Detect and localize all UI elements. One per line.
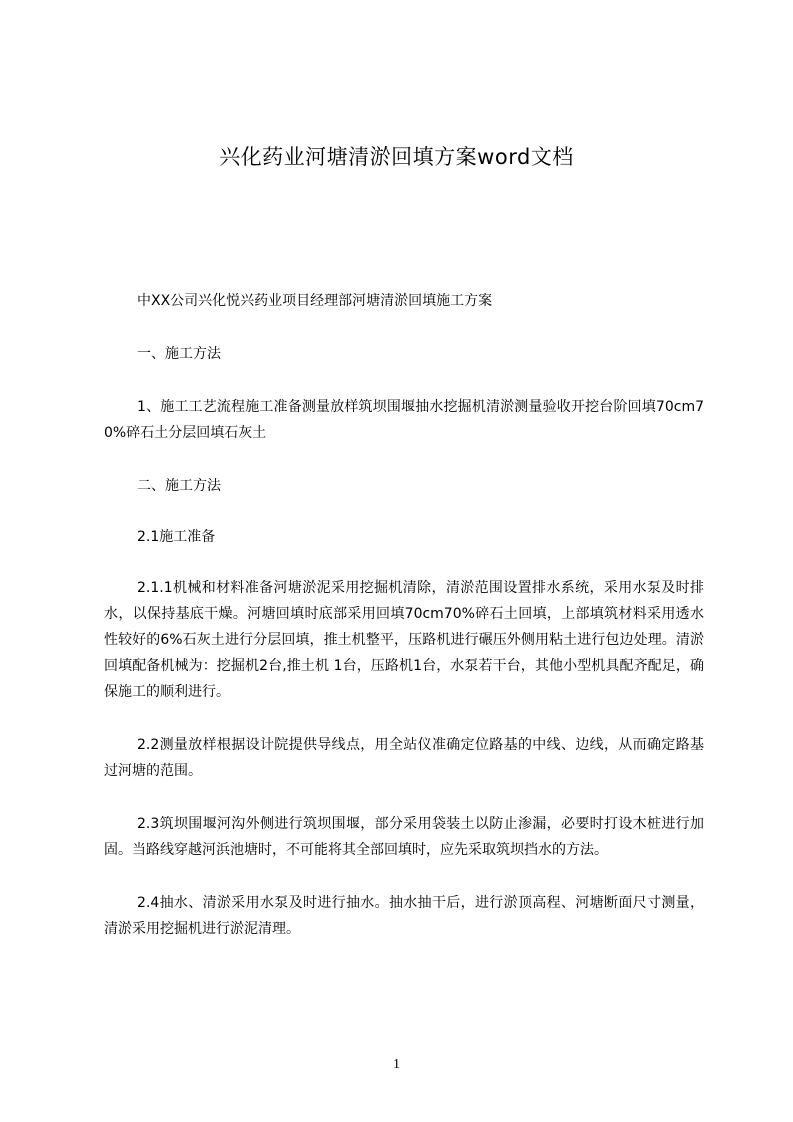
paragraph-2-4: 2.4抽水、清淤采用水泵及时进行抽水。抽水抽干后，进行淤顶高程、河塘断面尺寸测量，清淤采用挖掘机进行淤泥清理。 xyxy=(104,895,704,937)
page-number: 1 xyxy=(393,1057,400,1072)
document-title: 兴化药业河塘清淤回填方案word文档 xyxy=(219,145,574,169)
paragraph-2-2: 2.2测量放样根据设计院提供导线点，用全站仪准确定位路基的中线、边线，从而确定路基过河塘的范围。 xyxy=(104,737,704,779)
section-heading-1: 一、施工方法 xyxy=(137,346,221,362)
document-body xyxy=(104,288,704,942)
process-paragraph: 1、施工工艺流程施工准备测量放样筑坝围堰抽水挖掘机清淤测量验收开挖台阶回填70cm70%碎石土分层回填石灰土 xyxy=(104,399,704,441)
subsection-heading-2-1: 2.1施工准备 xyxy=(137,529,216,545)
paragraph-2-1-1: 2.1.1机械和材料准备河塘淤泥采用挖掘机清除，清淤范围设置排水系统，采用水泵及时排水，以保持基底干燥。河塘回填时底部采用回填70cm70%碎石土回填，上部填筑材料采用透水性较好的6%石灰土进行分层回填，推土机整平，压路机进行碾压外侧用粘土进行包边处理。清淤回填配备机械为：挖掘机2台,推土机 1台，压路机1台，水泵若干台，其他小型机具配齐配足，确保施工的顺利进行。 xyxy=(104,580,704,700)
paragraph-2-3: 2.3筑坝围堰河沟外侧进行筑坝围堰，部分采用袋装土以防止渗漏，必要时打设木桩进行加固。当路线穿越河浜池塘时，不可能将其全部回填时，应先采取筑坝挡水的方法。 xyxy=(104,816,704,858)
section-heading-2: 二、施工方法 xyxy=(137,478,221,494)
project-heading: 中XX公司兴化悦兴药业项目经理部河塘清淤回填施工方案 xyxy=(137,293,493,309)
